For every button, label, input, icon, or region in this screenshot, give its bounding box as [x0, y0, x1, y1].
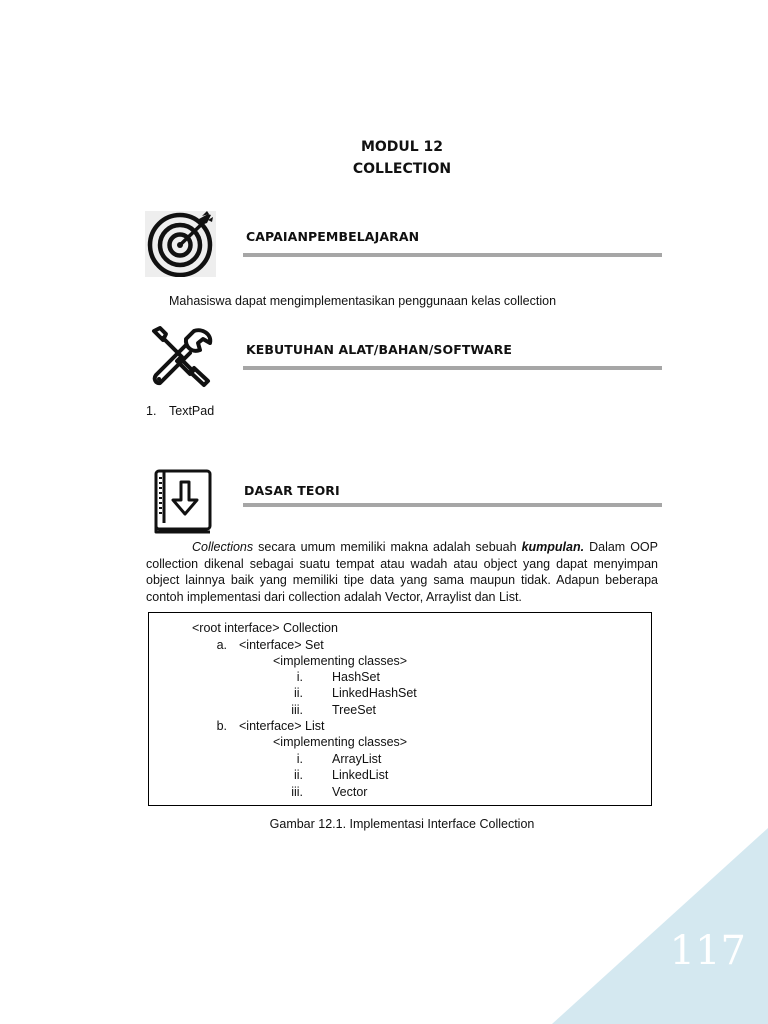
diagram-marker: iii. [291, 703, 303, 717]
diagram-interface-list: <interface> List [239, 719, 325, 733]
diagram-marker: i. [296, 670, 303, 684]
section-divider [243, 503, 662, 507]
page-title: COLLECTION [352, 161, 452, 177]
book-download-icon [153, 468, 213, 536]
section-divider [243, 253, 662, 257]
theory-paragraph [146, 539, 658, 605]
section-title-theory: DASAR TEORI [244, 483, 340, 498]
list-item-label: TextPad [169, 404, 215, 418]
diagram-marker: ii. [293, 686, 303, 700]
diagram-class-vector: Vector [332, 785, 368, 799]
diagram-marker: a. [216, 638, 227, 652]
diagram-class-arraylist: ArrayList [332, 752, 382, 766]
module-number: MODUL 12 [360, 139, 444, 155]
section-divider [243, 366, 662, 370]
section-title-requirements: KEBUTUHAN ALAT/BAHAN/SOFTWARE [246, 342, 512, 357]
page-number: 117 [669, 928, 746, 974]
diagram-marker: b. [216, 719, 227, 733]
diagram-class-linkedlist: LinkedList [332, 768, 389, 782]
collection-diagram [148, 612, 652, 806]
corner-decoration [552, 828, 768, 1024]
section-title-learning-outcomes: CAPAIANPEMBELAJARAN [246, 229, 420, 244]
diagram-implementing-classes: <implementing classes> [273, 654, 408, 668]
learning-outcomes-text: Mahasiswa dapat mengimplementasikan penggunaan kelas collection [169, 294, 557, 308]
diagram-class-hashset: HashSet [332, 670, 380, 684]
paragraph-text: secara umum memiliki makna adalah sebuah [253, 540, 522, 554]
tools-icon [146, 325, 216, 389]
diagram-class-treeset: TreeSet [332, 703, 377, 717]
diagram-marker: iii. [291, 785, 303, 799]
figure-caption: Gambar 12.1. Implementasi Interface Collection [269, 817, 535, 831]
target-icon [145, 211, 216, 277]
diagram-class-linkedhashset: LinkedHashSet [332, 686, 417, 700]
list-item-number: 1. [146, 404, 157, 418]
paragraph-text: Dalam OOP collection dikenal sebagai suatu tempat atau wadah atau object yang dapat menyimpan object lainnya baik yang memiliki tipe data yang sama maupun tidak. Adapun beberapa contoh implementasi dari collection adalah Vector, Arraylist dan List. [146, 540, 658, 604]
term-collections: Collections [192, 540, 254, 554]
term-kumpulan: kumpulan. [521, 540, 585, 554]
diagram-interface-set: <interface> Set [239, 638, 324, 652]
diagram-root: <root interface> Collection [192, 621, 338, 635]
diagram-implementing-classes: <implementing classes> [273, 735, 408, 749]
diagram-marker: i. [296, 752, 303, 766]
diagram-marker: ii. [293, 768, 303, 782]
